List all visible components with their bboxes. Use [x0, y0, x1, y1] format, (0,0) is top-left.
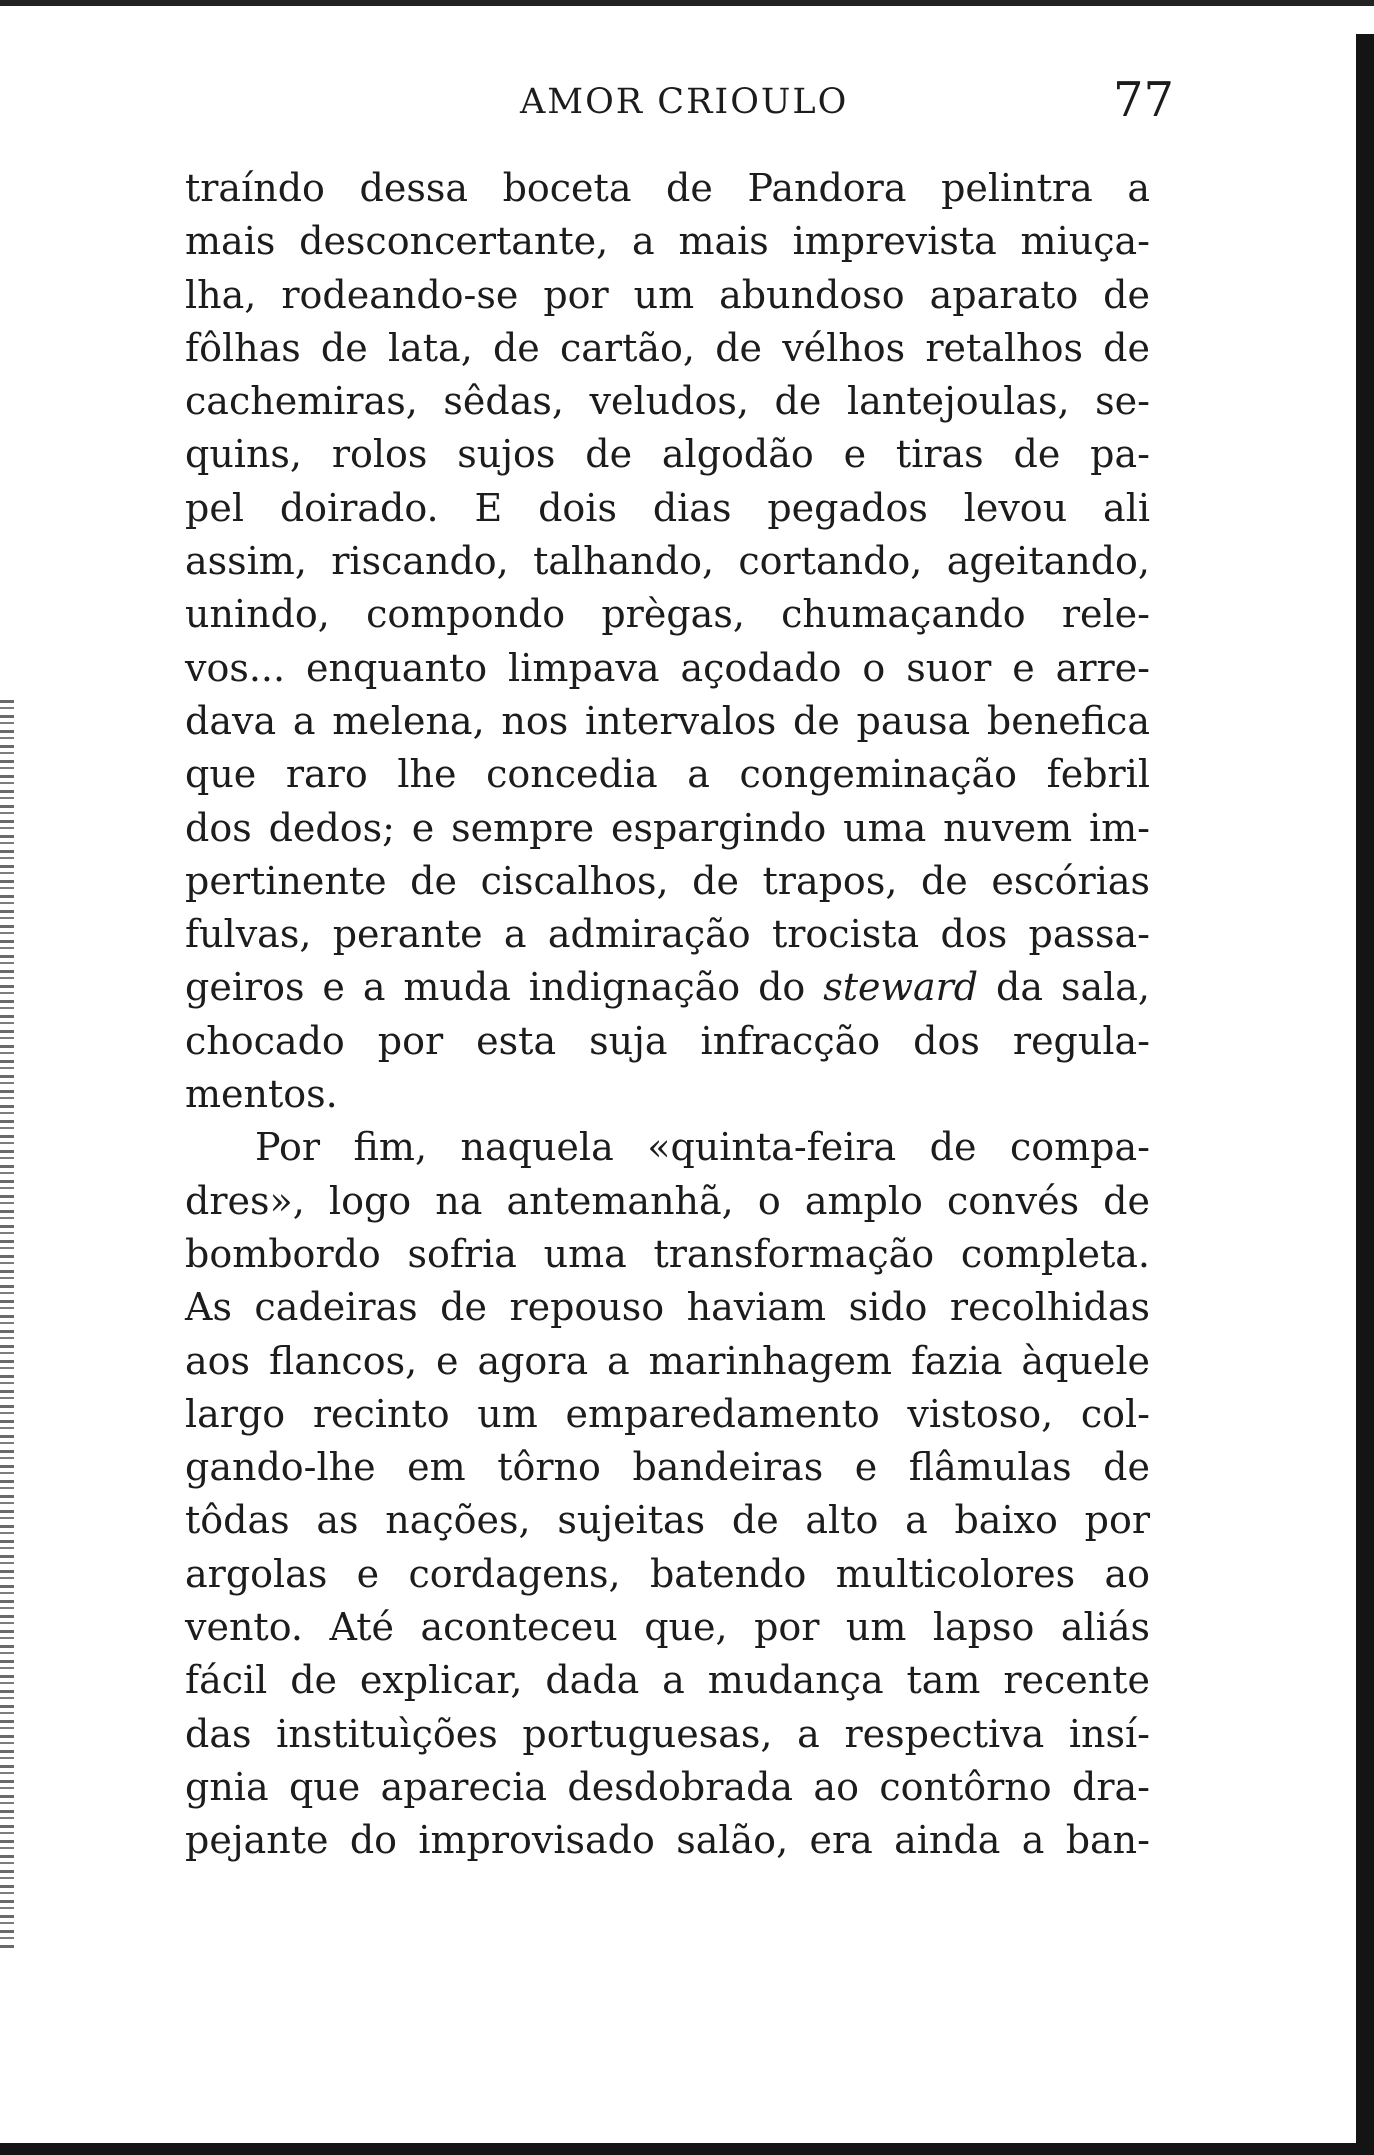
paragraph	[185, 162, 1150, 1121]
text-line: vento. Até aconteceu que, por um lapso aliás	[185, 1605, 1150, 1650]
page-top-edge	[0, 0, 1374, 6]
scan-binding-shadow	[0, 700, 14, 1950]
page-header	[0, 72, 1374, 132]
page-bottom-edge	[0, 2143, 1374, 2155]
text-line: traíndo dessa boceta de Pandora pelintra a	[185, 166, 1150, 210]
body-text	[185, 162, 1150, 1868]
text-line: fulvas, perante a admiração trocista dos passa-	[185, 912, 1150, 957]
text-line: dava a melena, nos intervalos de pausa benefica	[185, 698, 1150, 743]
text-line: unindo, compondo prègas, chumaçando rele-	[185, 592, 1150, 637]
text-line: quins, rolos sujos de algodão e tiras de pa-	[185, 432, 1150, 477]
text-line: mentos.	[185, 1072, 338, 1117]
text-line: fôlhas de lata, de cartão, de vélhos retalhos de	[185, 325, 1150, 370]
text-line: bombordo sofria uma transformação completa.	[185, 1231, 1150, 1276]
text-line: vos... enquanto limpava açodado o suor e arre-	[185, 645, 1150, 690]
running-title: AMOR CRIOULO	[520, 82, 849, 122]
italic-word: steward	[823, 965, 979, 1010]
page-right-edge	[1356, 34, 1374, 2155]
text-line: gando-lhe em tôrno bandeiras e flâmulas de	[185, 1445, 1150, 1490]
text-line: gnia que aparecia desdobrada ao contôrno dra-	[185, 1764, 1150, 1809]
text-line: que raro lhe concedia a congeminação febril	[185, 752, 1150, 797]
text-line: geiros e a muda indignação do steward da sala,	[185, 965, 1150, 1010]
text-line: argolas e cordagens, batendo multicolores ao	[185, 1551, 1150, 1596]
text-line: aos flancos, e agora a marinhagem fazia àquele	[185, 1338, 1150, 1383]
text-line: As cadeiras de repouso haviam sido recolhidas	[185, 1285, 1150, 1330]
page-number: 77	[1113, 72, 1175, 128]
text-line: fácil de explicar, dada a mudança tam recente	[185, 1658, 1150, 1703]
text-line: lha, rodeando-se por um abundoso aparato de	[185, 272, 1150, 317]
text-line: dres», logo na antemanhã, o amplo convés de	[185, 1178, 1150, 1223]
text-line: largo recinto um emparedamento vistoso, col-	[185, 1391, 1150, 1436]
text-line: Por fim, naquela «quinta-feira de compa-	[255, 1125, 1150, 1170]
paragraph	[185, 1121, 1150, 1867]
text-line: mais desconcertante, a mais imprevista miuça-	[185, 219, 1150, 264]
text-line: pertinente de ciscalhos, de trapos, de escórias	[185, 858, 1150, 903]
text-line: assim, riscando, talhando, cortando, ageitando,	[185, 539, 1150, 584]
text-line: pejante do improvisado salão, era ainda a ban-	[185, 1818, 1150, 1863]
text-line: chocado por esta suja infracção dos regula-	[185, 1018, 1150, 1063]
text-line: das instituìções portuguesas, a respectiva insí-	[185, 1711, 1150, 1756]
text-line: dos dedos; e sempre espargindo uma nuvem im-	[185, 805, 1150, 850]
text-line: tôdas as nações, sujeitas de alto a baixo por	[185, 1498, 1150, 1543]
text-line: cachemiras, sêdas, veludos, de lantejoulas, se-	[185, 379, 1150, 424]
text-line: pel doirado. E dois dias pegados levou ali	[185, 485, 1150, 530]
